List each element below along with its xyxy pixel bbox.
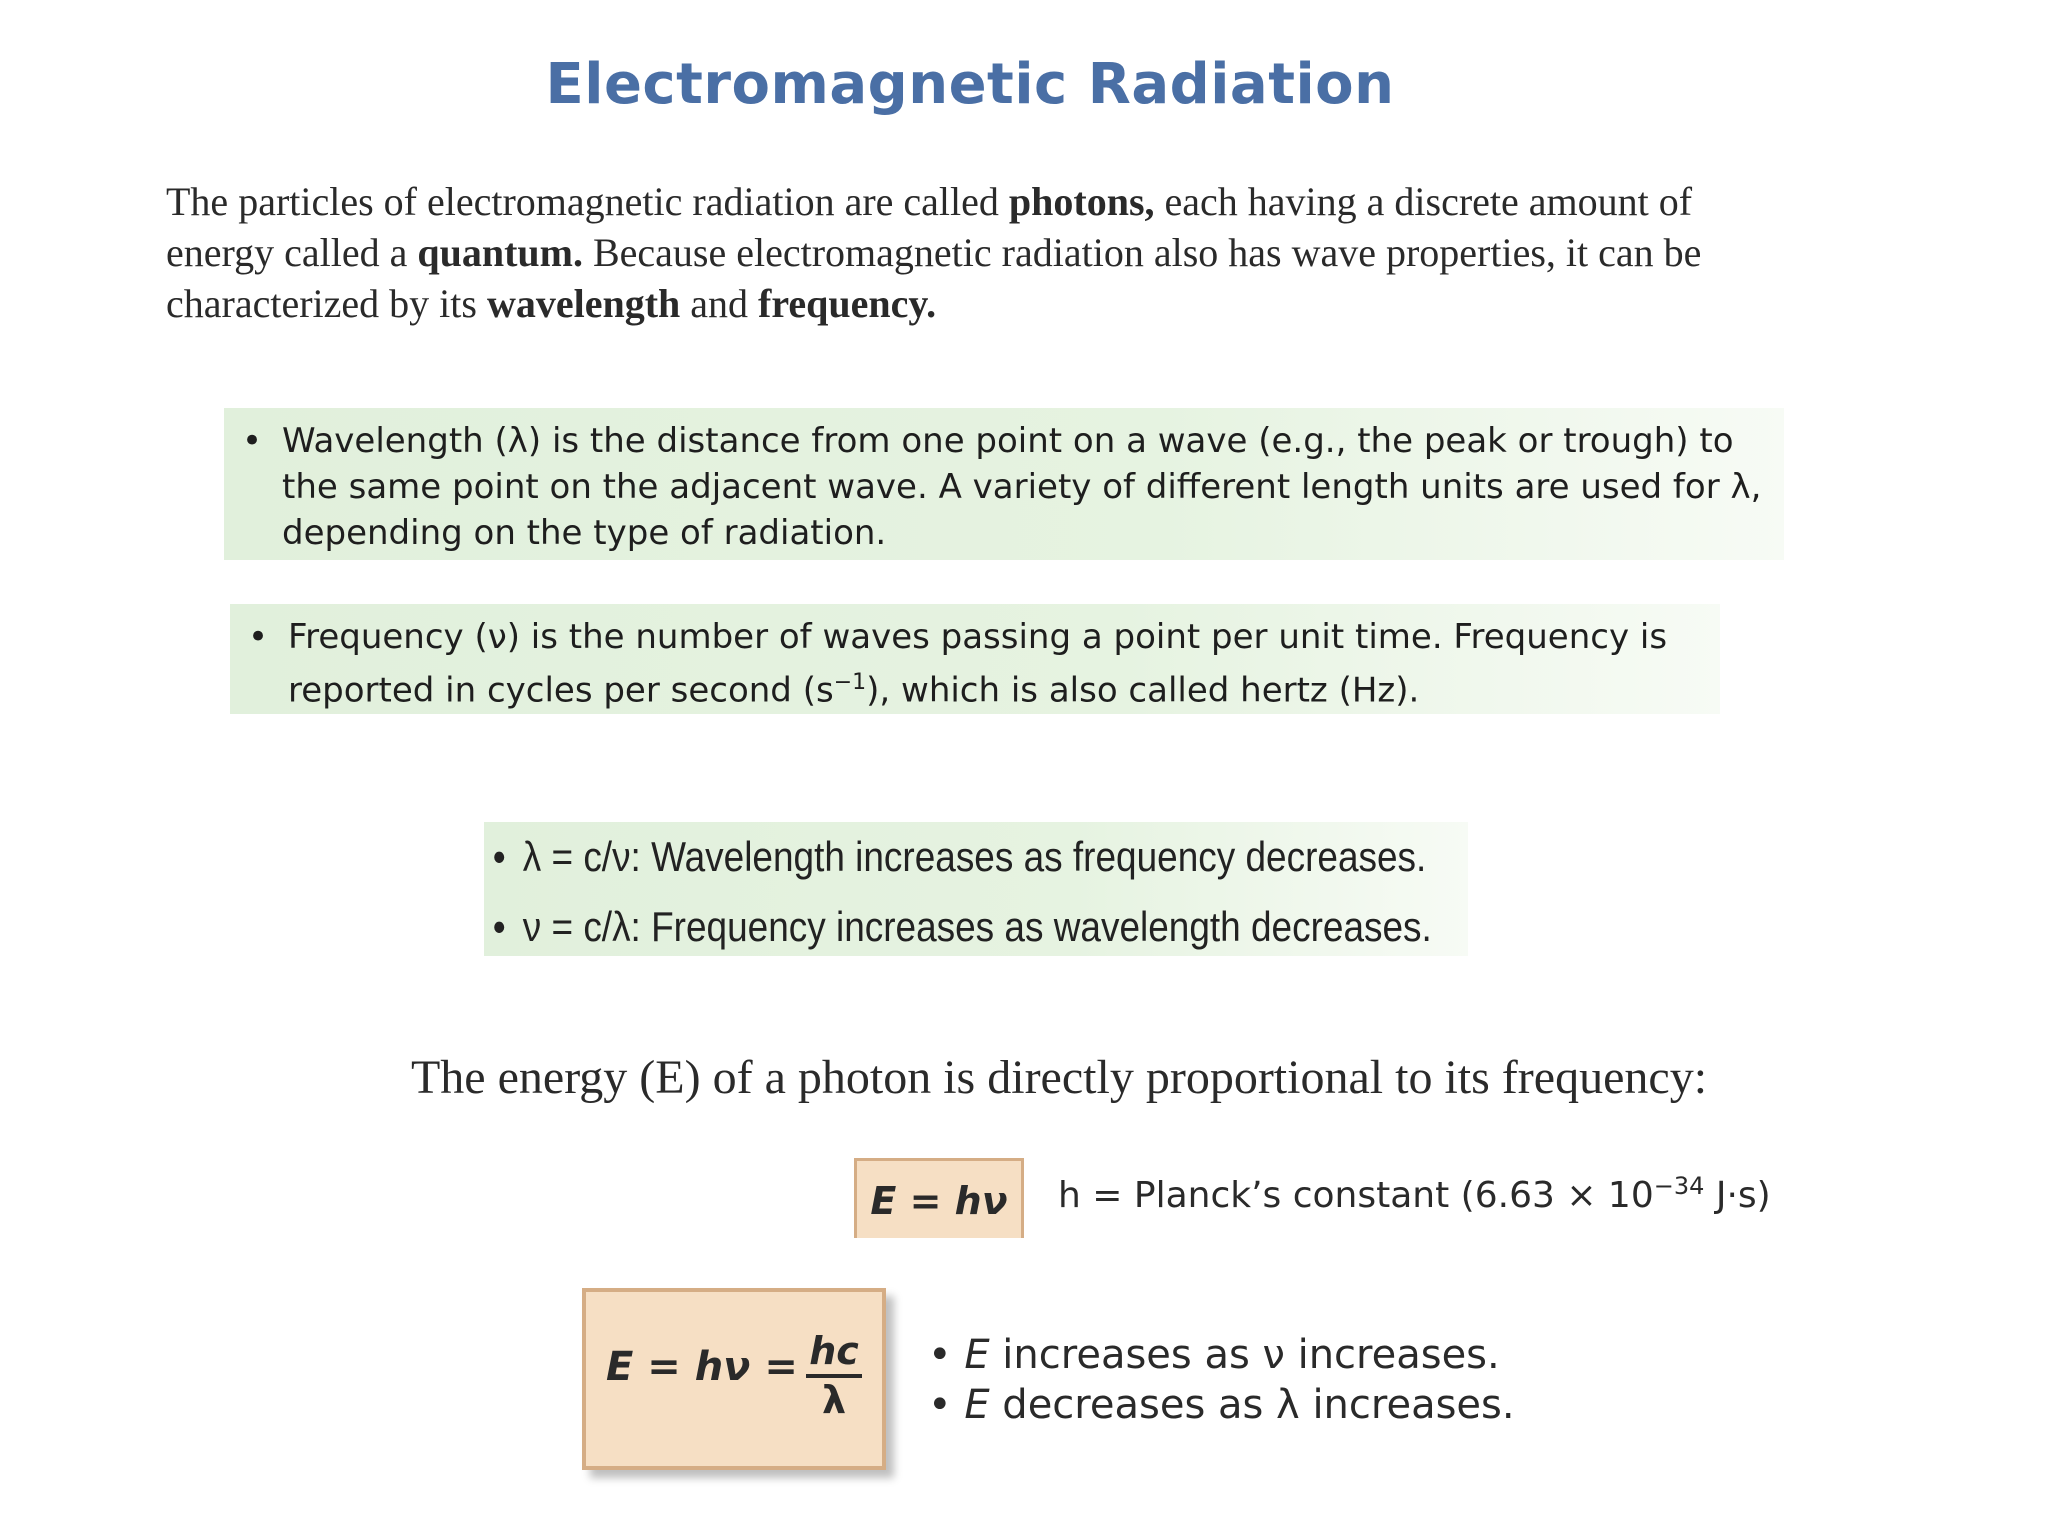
bullet-dot: •	[492, 833, 506, 880]
page-title: Electromagnetic Radiation	[545, 52, 1395, 117]
planck-constant-note	[1058, 1172, 1771, 1216]
planck-exponent: −34	[1653, 1172, 1705, 1200]
energy-statement: The energy (E) of a photon is directly proportional to its frequency:	[410, 1051, 1708, 1104]
wavelength-definition-box	[224, 408, 1784, 560]
frequency-definition-text: Frequency (ν) is the number of waves passing a point per unit time. Frequency is reported in cycles per second (s	[288, 617, 1668, 711]
intro-text-3: Because electromagnetic radiation also has wave properties, it can be characterized by its	[166, 230, 1702, 326]
effect-text-2: decreases as λ increases.	[989, 1382, 1515, 1428]
term-frequency: frequency.	[758, 281, 937, 326]
bullet-dot: •	[928, 1382, 952, 1428]
energy-variable: E	[964, 1332, 990, 1378]
effect-item-1	[928, 1330, 1515, 1380]
frequency-definition-box	[230, 604, 1720, 714]
planck-unit: J·s)	[1704, 1175, 1771, 1216]
planck-text: h = Planck’s constant (6.63 × 10	[1058, 1175, 1654, 1216]
equation-e-hv-box: E = hν	[854, 1158, 1024, 1238]
relation-wavelength: λ = c/ν: Wavelength increases as frequency decreases.	[522, 833, 1427, 880]
frequency-unit-exponent: −1	[833, 670, 867, 695]
bullet-dot: •	[248, 617, 269, 657]
bullet-dot: •	[492, 903, 506, 950]
equation-full-box	[582, 1288, 886, 1470]
term-photons: photons,	[1008, 179, 1155, 224]
bullet-dot: •	[928, 1332, 952, 1378]
intro-text-4: and	[680, 281, 759, 326]
relation-row-1	[484, 822, 1427, 892]
energy-variable: E	[964, 1382, 990, 1428]
wavelength-definition: Wavelength (λ) is the distance from one point on a wave (e.g., the peak or trough) to the same point on the adjacent wave. A variety of different length units are used for λ, depending on the type of radiation.	[282, 421, 1762, 553]
fraction-hc-over-lambda	[806, 1328, 862, 1422]
intro-text-1: The particles of electromagnetic radiation are called	[166, 179, 1009, 224]
energy-effects-list	[928, 1330, 1515, 1430]
intro-text-2: each having a discrete amount of energy called a	[166, 179, 1693, 275]
frequency-definition	[230, 614, 1720, 713]
effect-text-1: increases as ν increases.	[989, 1332, 1500, 1378]
term-quantum: quantum.	[417, 230, 583, 275]
fraction-numerator: hc	[806, 1328, 862, 1378]
term-wavelength: wavelength	[486, 281, 681, 326]
effect-item-2	[928, 1380, 1515, 1430]
fraction-denominator: λ	[821, 1378, 847, 1422]
bullet-dot: •	[242, 421, 263, 461]
relation-frequency: ν = c/λ: Frequency increases as wavelength decreases.	[522, 903, 1432, 950]
relations-box	[484, 822, 1468, 956]
intro-paragraph	[166, 176, 1786, 329]
relation-row-2	[484, 892, 1432, 962]
frequency-definition-end: ), which is also called hertz (Hz).	[866, 670, 1420, 711]
equation-lhs: E = hν =	[606, 1344, 798, 1390]
